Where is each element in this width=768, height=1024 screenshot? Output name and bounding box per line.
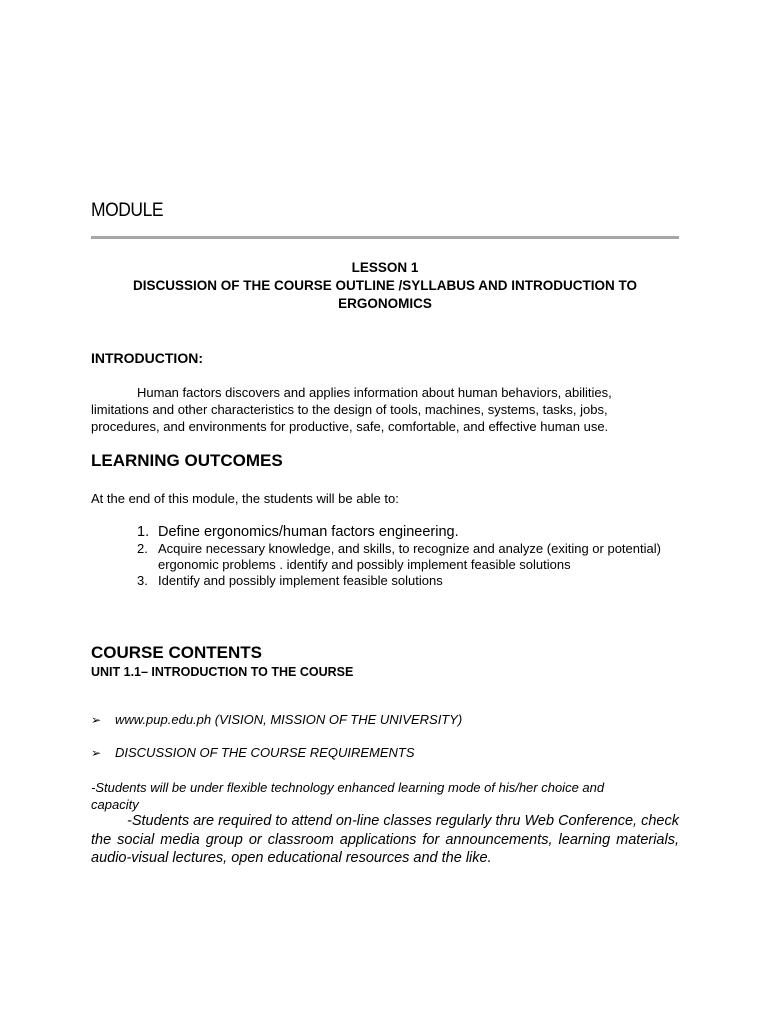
course-contents-heading: COURSE CONTENTS bbox=[91, 643, 262, 662]
lesson-title-line1: DISCUSSION OF THE COURSE OUTLINE /SYLLABUS AND INTRODUCTION TO bbox=[132, 278, 637, 293]
arrow-bullet-icon: ➢ bbox=[91, 746, 102, 760]
introduction-heading: INTRODUCTION: bbox=[91, 350, 203, 366]
learning-outcomes-lead: At the end of this module, the students will be able to: bbox=[91, 491, 399, 506]
lesson-number: LESSON 1 bbox=[351, 260, 419, 275]
lesson-header bbox=[91, 259, 679, 313]
list-item bbox=[91, 523, 668, 541]
learning-mode-note: -Students will be under flexible technology enhanced learning mode of his/her choice and capacity bbox=[91, 780, 605, 812]
lesson-title-line2: ERGONOMICS bbox=[338, 296, 432, 311]
list-item-text: Identify and possibly implement feasible solutions bbox=[158, 573, 443, 588]
bullet-item-requirements bbox=[91, 745, 415, 760]
bullet-text: DISCUSSION OF THE COURSE REQUIREMENTS bbox=[115, 745, 415, 760]
introduction-paragraph bbox=[91, 384, 651, 435]
bullet-text: www.pup.edu.ph (VISION, MISSION OF THE UNIVERSITY) bbox=[115, 712, 463, 727]
online-classes-text: -Students are required to attend on-line classes regularly thru Web Conference, check the social media group or classroom applications for announcements, learning materials, audio-visual lectures, open educational resources and the like. bbox=[91, 813, 679, 866]
list-item-text: Acquire necessary knowledge, and skills, to recognize and analyze (exiting or potential) ergonomic problems . identify and possibly implement feasible solutions bbox=[158, 541, 661, 572]
list-item-number: 2. bbox=[137, 541, 148, 556]
unit-heading: UNIT 1.1– INTRODUCTION TO THE COURSE bbox=[91, 665, 354, 679]
list-item-number: 3. bbox=[137, 573, 148, 588]
bullet-item-university bbox=[91, 712, 462, 727]
online-classes-note bbox=[91, 812, 679, 868]
list-item bbox=[91, 573, 668, 589]
arrow-bullet-icon: ➢ bbox=[91, 713, 102, 727]
learning-outcomes-list bbox=[91, 523, 668, 589]
module-title: MODULE bbox=[91, 200, 164, 221]
learning-outcomes-heading: LEARNING OUTCOMES bbox=[91, 451, 283, 470]
list-item-number: 1. bbox=[137, 524, 150, 540]
list-item-text: Define ergonomics/human factors engineering. bbox=[158, 524, 459, 540]
introduction-text: Human factors discovers and applies information about human behaviors, abilities, limitations and other characteristics to the design of tools, machines, systems, tasks, jobs, procedures, and environments for productive, safe, comfortable, and effective human use. bbox=[91, 385, 612, 434]
list-item bbox=[91, 541, 668, 573]
divider bbox=[91, 236, 679, 239]
